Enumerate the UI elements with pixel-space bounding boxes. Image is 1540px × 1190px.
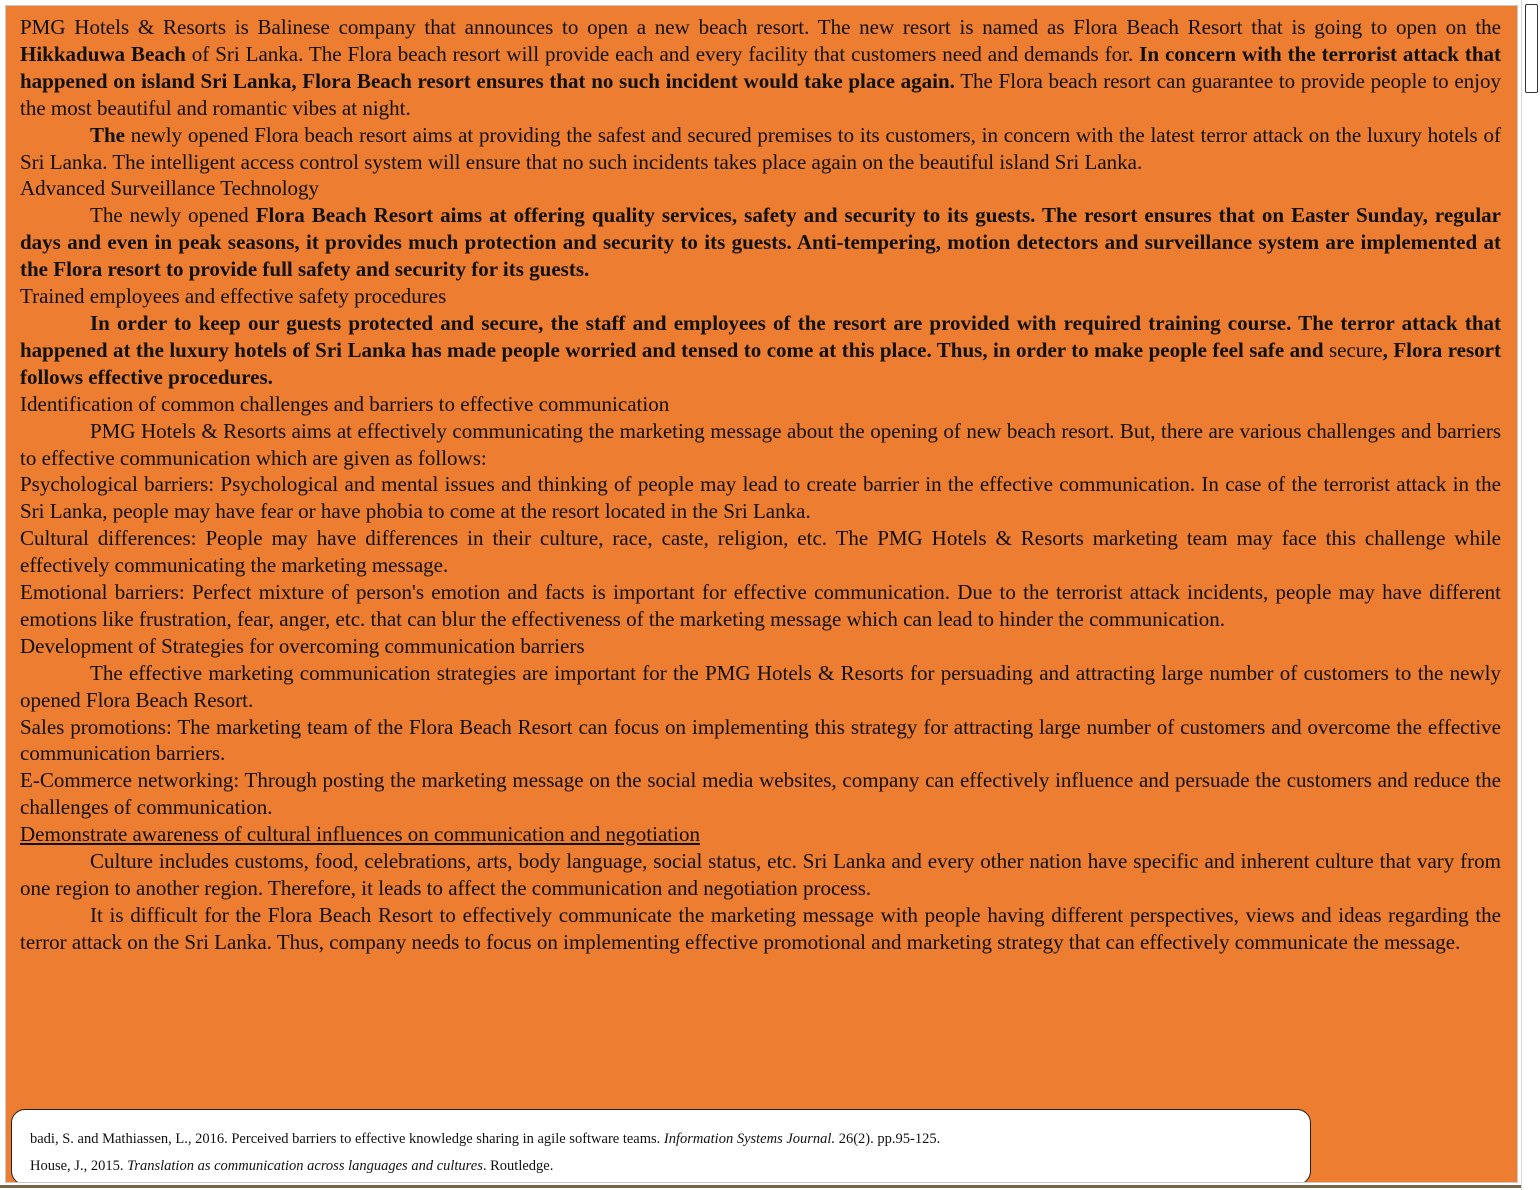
paragraph-emotional-barriers: Emotional barriers: Perfect mixture of person's emotion and facts is important for effective communication. Due to the terrorist attack incidents, people may have different emotions like frustration, fear, anger, etc. that can blur the effectiveness of the marketing message which can lead to hinder the communication. — [20, 580, 1501, 631]
text-run: The Flora beach resort can guarantee to provide people to enjoy the most beautiful and romantic vibes at night. — [20, 68, 1501, 120]
reference-item — [30, 1153, 1310, 1180]
paragraph-ecommerce: E-Commerce networking: Through posting the marketing message on the social media websites, company can effectively influence and persuade the customers and reduce the challenges of communication. — [20, 768, 1501, 820]
paragraph-difficulty: It is difficult for the Flora Beach Resort to effectively communicate the marketing message with people having different perspectives, views and ideas regarding the terror attack on the Sri Lanka. Thus, company needs to focus on implementing effective promotional and marketing strategy that can effectively communicate the message. — [20, 902, 1501, 954]
paragraph-psychological-barriers: Psychological barriers: Psychological and mental issues and thinking of people may lead to create barrier in the effective communication. In case of the terrorist attack in the Sri Lanka, people may have fear or have phobia to come at the resort located in the Sri Lanka. — [20, 472, 1501, 524]
bold-run: , Flora resort follows effective procedures. — [20, 337, 1501, 389]
references-box — [11, 1109, 1311, 1182]
paragraph-cultural-differences: Cultural differences: People may have differences in their culture, race, caste, religion, etc. The PMG Hotels & Resorts marketing team may face this challenge while effectively communicating the marketing message. — [20, 526, 1501, 578]
text-run: PMG Hotels & Resorts is Balinese company that announces to open a new beach resort. The new resort is named as Flora Beach Resort that is going to open on the — [20, 15, 1501, 39]
text-run: 26(2). pp.95-125. — [835, 1131, 941, 1147]
bold-run: The — [90, 122, 126, 147]
paragraph-intro — [20, 14, 1501, 122]
vertical-scrollbar[interactable] — [1521, 0, 1540, 1190]
heading-cultural-influences — [20, 821, 1501, 848]
bold-run: Flora Beach Resort aims at offering quality services, safety and security to its guests. The resort ensures that on Easter Sunday, regular days and even in peak seasons, it provides much protection and security to its guests. Anti-tempering, motion detectors and surveillance system are implemented at the Flora resort to provide full safety and security for its guests. — [20, 203, 1501, 282]
reference-item — [30, 1126, 1310, 1153]
heading-strategies: Development of Strategies for overcoming communication barriers — [20, 633, 585, 658]
text-run: of Sri Lanka. The Flora beach resort will provide each and every facility that customers need and demands for. — [185, 41, 1140, 66]
paragraph-strategies: The effective marketing communication strategies are important for the PMG Hotels & Resorts for persuading and attracting large number of customers to the newly opened Flora Beach Resort. — [20, 660, 1501, 712]
document-body — [20, 14, 1501, 956]
text-run: badi, S. and Mathiassen, L., 2016. Perceived barriers to effective knowledge sharing in agile software teams. — [30, 1131, 664, 1147]
paragraph-access-control — [20, 122, 1501, 176]
text-run: House, J., 2015. — [30, 1158, 128, 1174]
page-bottom-border — [0, 1185, 1540, 1188]
paragraph-culture: Culture includes customs, food, celebrations, arts, body language, social status, etc. Sri Lanka and every other nation have specific and inherent culture that vary from one region to another region. Therefore, it leads to affect the communication and negotiation process. — [20, 849, 1501, 900]
paragraph-trained-employees — [20, 310, 1501, 391]
heading-surveillance: Advanced Surveillance Technology — [20, 176, 320, 201]
document-page — [6, 6, 1517, 1182]
text-run: . Routledge. — [482, 1158, 554, 1174]
text-run: secure — [1323, 337, 1383, 362]
text-run: The newly opened — [90, 203, 256, 228]
scrollbar-thumb[interactable] — [1525, 4, 1538, 93]
heading-text: Demonstrate awareness of cultural influences on communication and negotiation — [20, 822, 700, 847]
heading-challenges: Identification of common challenges and barriers to effective communication — [20, 391, 670, 416]
italic-run: Information Systems Journal. — [663, 1131, 836, 1147]
paragraph-surveillance — [20, 202, 1501, 283]
paragraph-challenges: PMG Hotels & Resorts aims at effectively communicating the marketing message about the opening of new beach resort. But, there are various challenges and barriers to effective communication which are given as follows: — [20, 418, 1501, 470]
paragraph-sales-promotions: Sales promotions: The marketing team of the Flora Beach Resort can focus on implementing this strategy for attracting large number of customers and overcome the effective communication barriers. — [20, 714, 1501, 766]
italic-run: Translation as communication across languages and cultures — [127, 1158, 483, 1174]
heading-trained-employees: Trained employees and effective safety procedures — [20, 284, 447, 309]
bold-run: In order to keep our guests protected and secure, the staff and employees of the resort are provided with required training course. The terror attack that happened at the luxury hotels of Sri Lanka has made people worried and tensed to come at this place. Thus, in order to make people feel safe and — [20, 310, 1501, 362]
bold-run: Hikkaduwa Beach — [20, 41, 186, 66]
text-run: newly opened Flora beach resort aims at providing the safest and secured premises to its customers, in concern with the latest terror attack on the luxury hotels of Sri Lanka. The intelligent access control system will ensure that no such incidents takes place again on the beautiful island Sri Lanka. — [20, 122, 1501, 174]
bold-run: In concern with the terrorist attack that happened on island Sri Lanka, Flora Beach resort ensures that no such incident would take place again. — [20, 41, 1501, 93]
